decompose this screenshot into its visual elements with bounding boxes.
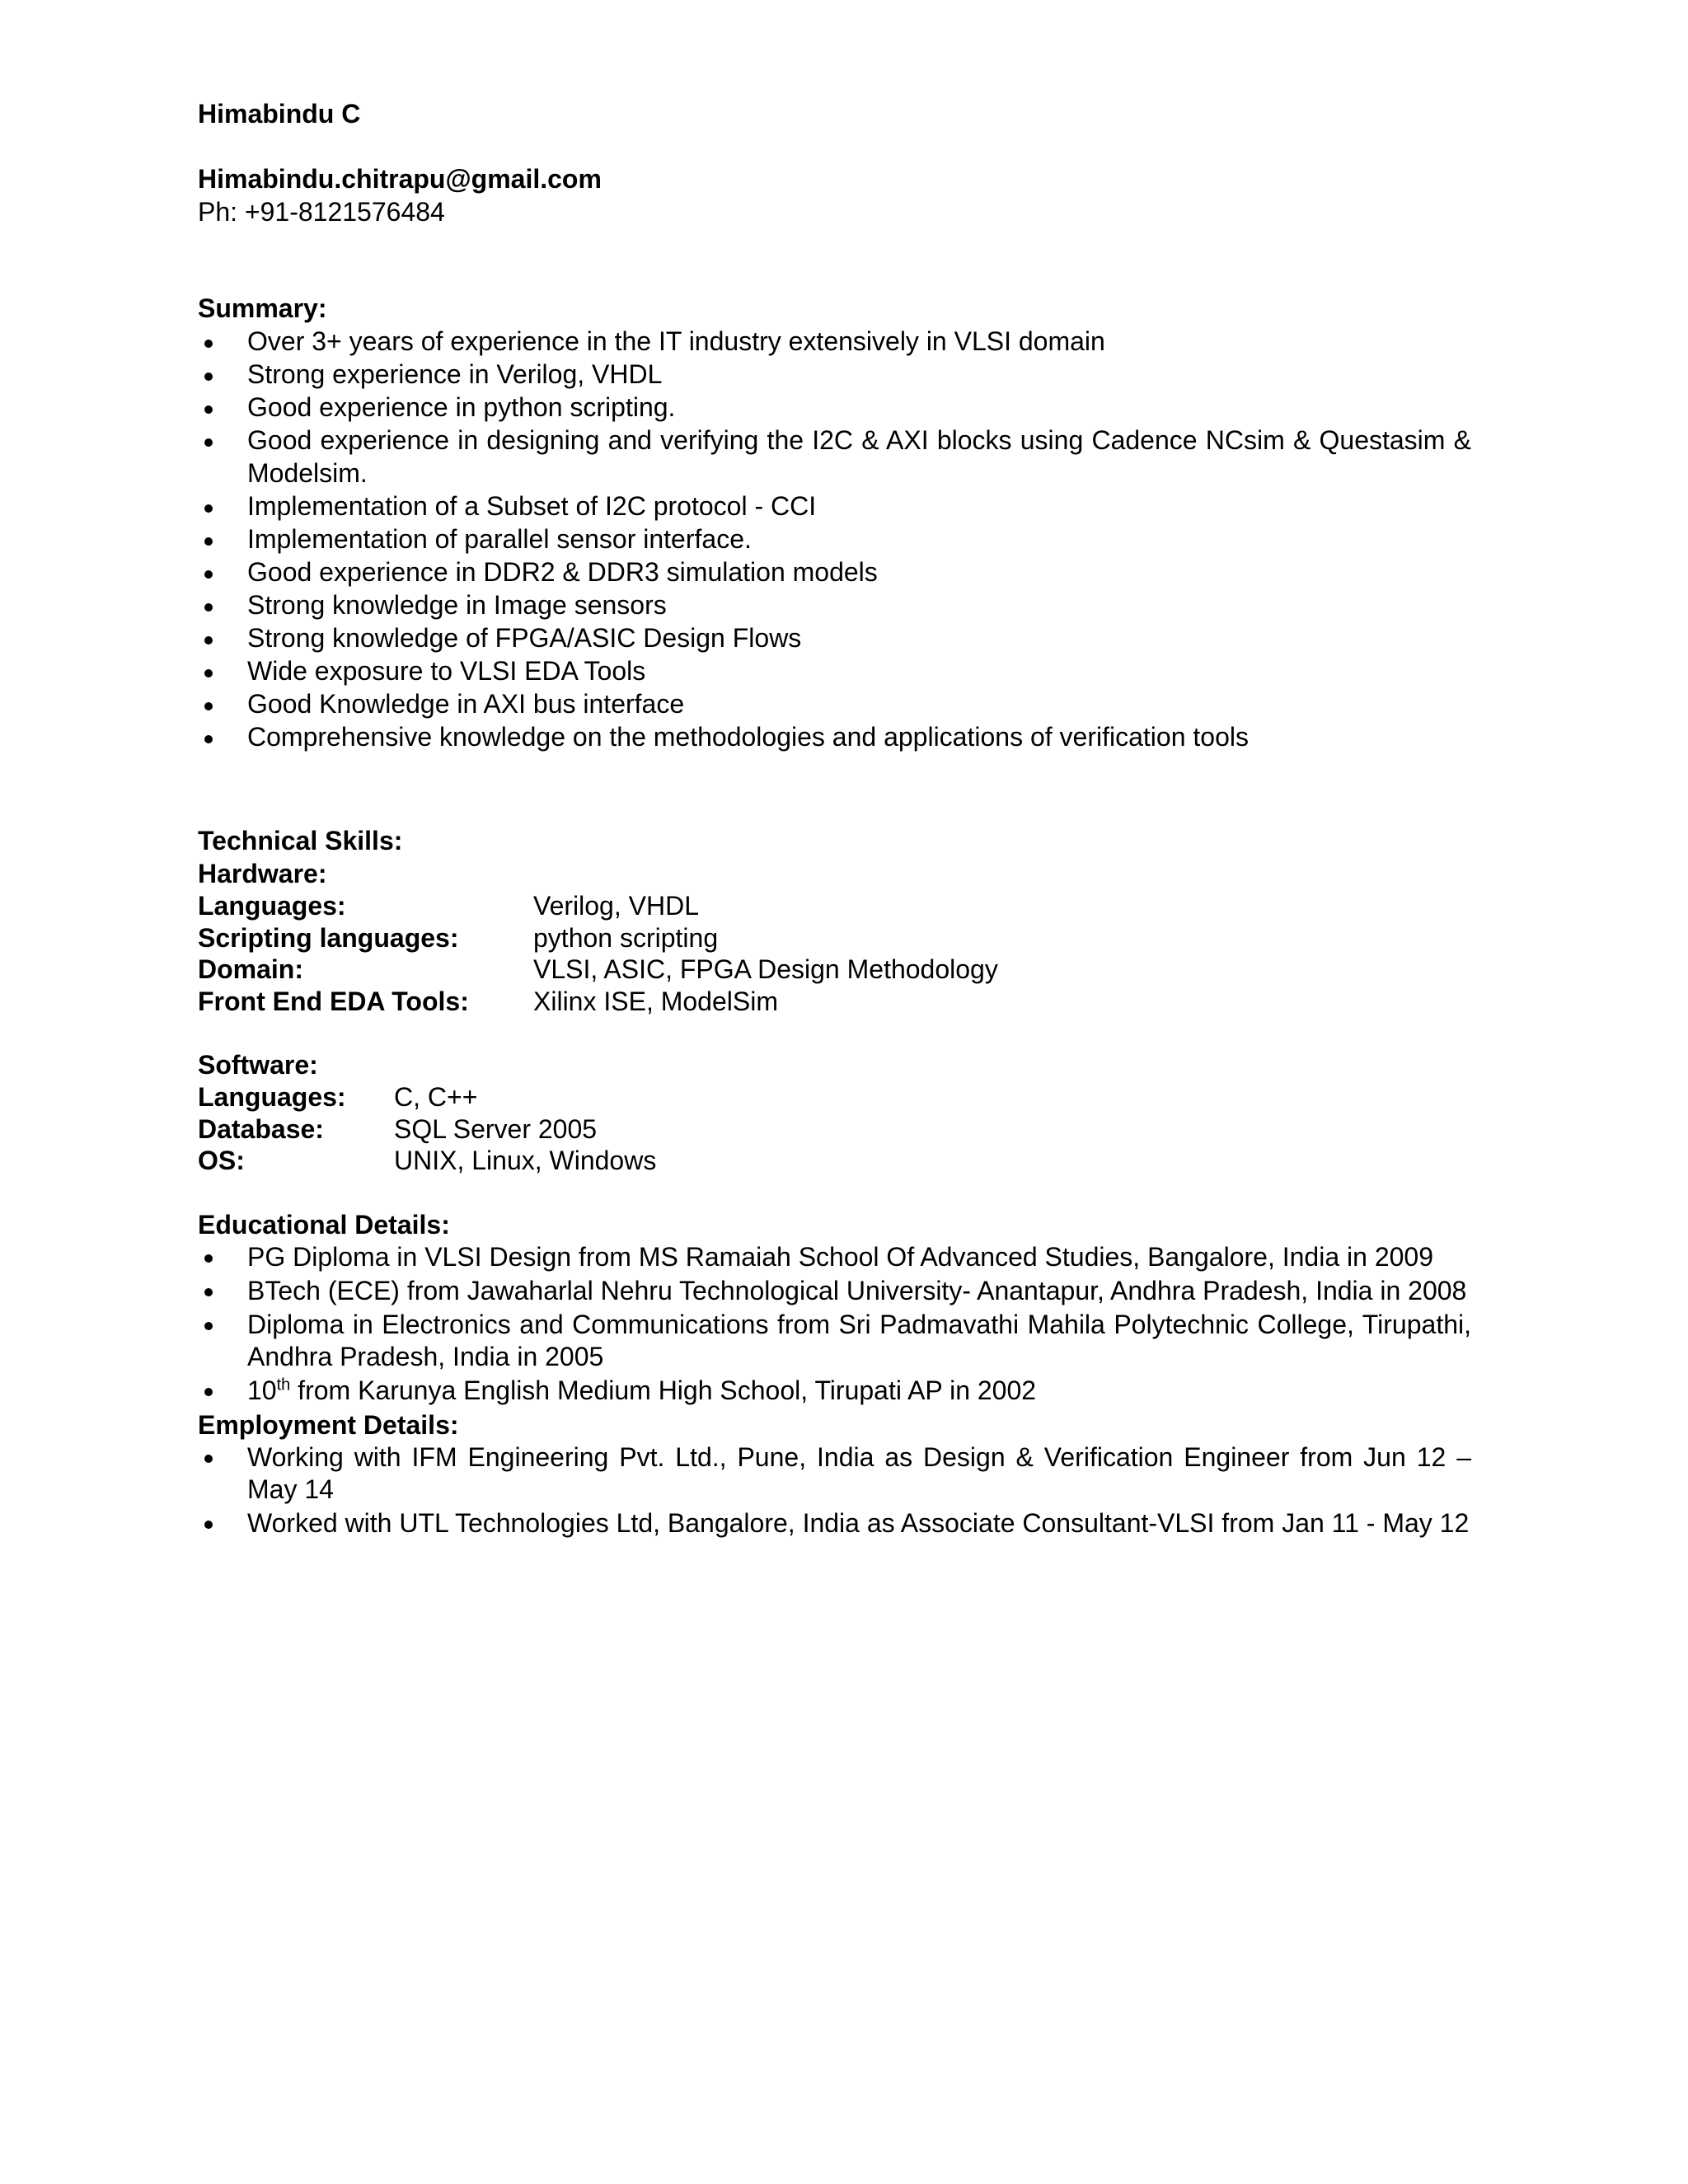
- summary-item: Strong experience in Verilog, VHDL: [198, 358, 1471, 391]
- bullet-icon: [200, 424, 217, 457]
- candidate-phone: Ph: +91-8121576484: [198, 197, 445, 227]
- summary-item: Good experience in python scripting.: [198, 391, 1471, 424]
- employment-item: Worked with UTL Technologies Ltd, Bangalore, India as Associate Consultant-VLSI from Jan 11 - May 12: [198, 1507, 1471, 1540]
- summary-item: Over 3+ years of experience in the IT industry extensively in VLSI domain: [198, 325, 1471, 358]
- education-item: BTech (ECE) from Jawaharlal Nehru Technological University- Anantapur, Andhra Pradesh, India in 2008: [198, 1275, 1471, 1307]
- bullet-icon: [200, 490, 217, 523]
- skill-key: Languages:: [198, 891, 346, 921]
- employment-list: [198, 1441, 1471, 1540]
- summary-section: [198, 292, 1471, 753]
- employment-item: Working with IFM Engineering Pvt. Ltd., Pune, India as Design & Verification Engineer from Jun 12 – May 14: [198, 1441, 1471, 1506]
- bullet-icon: [200, 1275, 217, 1307]
- software-heading: Software:: [198, 1050, 318, 1080]
- bullet-icon: [200, 654, 217, 687]
- skill-row: [198, 922, 1471, 954]
- education-section: [198, 1208, 1471, 1407]
- skill-key: OS:: [198, 1146, 245, 1175]
- skill-row: [198, 1113, 1471, 1146]
- education-item: PG Diploma in VLSI Design from MS Ramaiah School Of Advanced Studies, Bangalore, India in 2009: [198, 1241, 1471, 1273]
- skill-value: UNIX, Linux, Windows: [394, 1146, 657, 1175]
- skill-key: Database:: [198, 1113, 324, 1144]
- bullet-icon: [200, 1309, 217, 1341]
- bullet-icon: [200, 588, 217, 621]
- skill-value: SQL Server 2005: [394, 1113, 598, 1144]
- employment-heading: Employment Details:: [198, 1409, 459, 1440]
- summary-list: [198, 325, 1471, 753]
- education-item: 10th from Karunya English Medium High School, Tirupati AP in 2002: [198, 1375, 1471, 1407]
- bullet-icon: [200, 687, 217, 720]
- bullet-icon: [200, 325, 217, 358]
- summary-heading: Summary:: [198, 293, 327, 323]
- bullet-icon: [200, 555, 217, 588]
- hardware-skills-table: [198, 890, 1471, 1017]
- hardware-heading: Hardware:: [198, 859, 327, 888]
- candidate-name: Himabindu C: [198, 99, 361, 129]
- bullet-icon: [200, 720, 217, 753]
- summary-item: Good experience in DDR2 & DDR3 simulation models: [198, 555, 1471, 588]
- skill-value: Xilinx ISE, ModelSim: [533, 986, 778, 1016]
- bullet-icon: [200, 1507, 217, 1540]
- education-heading: Educational Details:: [198, 1209, 450, 1240]
- bullet-icon: [200, 1241, 217, 1273]
- summary-item: Good experience in designing and verifying the I2C & AXI blocks using Cadence NCsim & Questasim & Modelsim.: [198, 424, 1471, 490]
- summary-item: Implementation of parallel sensor interface.: [198, 523, 1471, 555]
- skill-row: [198, 1081, 1471, 1113]
- skill-key: Front End EDA Tools:: [198, 986, 469, 1016]
- bullet-icon: [200, 523, 217, 555]
- skill-row: [198, 1145, 1471, 1177]
- bullet-icon: [200, 1375, 217, 1407]
- summary-item: Strong knowledge of FPGA/ASIC Design Flows: [198, 621, 1471, 654]
- technical-skills-section: [198, 824, 1471, 1177]
- summary-item: Strong knowledge in Image sensors: [198, 588, 1471, 621]
- skill-row: [198, 986, 1471, 1018]
- skill-key: Scripting languages:: [198, 922, 459, 953]
- skill-row: [198, 890, 1471, 922]
- bullet-icon: [200, 621, 217, 654]
- skill-value: Verilog, VHDL: [533, 891, 699, 921]
- education-list: [198, 1241, 1471, 1407]
- skill-value: python scripting: [533, 922, 719, 953]
- bullet-icon: [200, 1441, 217, 1474]
- resume-page: [198, 97, 1471, 1541]
- summary-item: Implementation of a Subset of I2C protocol - CCI: [198, 490, 1471, 523]
- summary-item: Comprehensive knowledge on the methodologies and applications of verification tools: [198, 720, 1471, 753]
- employment-section: [198, 1408, 1471, 1540]
- skill-key: Domain:: [198, 954, 303, 984]
- education-item: Diploma in Electronics and Communications from Sri Padmavathi Mahila Polytechnic College, Tirupathi, Andhra Pradesh, India in 2005: [198, 1309, 1471, 1373]
- skill-value: VLSI, ASIC, FPGA Design Methodology: [533, 954, 998, 984]
- candidate-email: Himabindu.chitrapu@gmail.com: [198, 164, 602, 194]
- skill-value: C, C++: [394, 1082, 478, 1112]
- bullet-icon: [200, 358, 217, 391]
- summary-item: Good Knowledge in AXI bus interface: [198, 687, 1471, 720]
- summary-item: Wide exposure to VLSI EDA Tools: [198, 654, 1471, 687]
- software-skills-table: [198, 1081, 1471, 1177]
- technical-skills-heading: Technical Skills:: [198, 826, 403, 855]
- skill-row: [198, 954, 1471, 986]
- skill-key: Languages:: [198, 1082, 346, 1112]
- bullet-icon: [200, 391, 217, 424]
